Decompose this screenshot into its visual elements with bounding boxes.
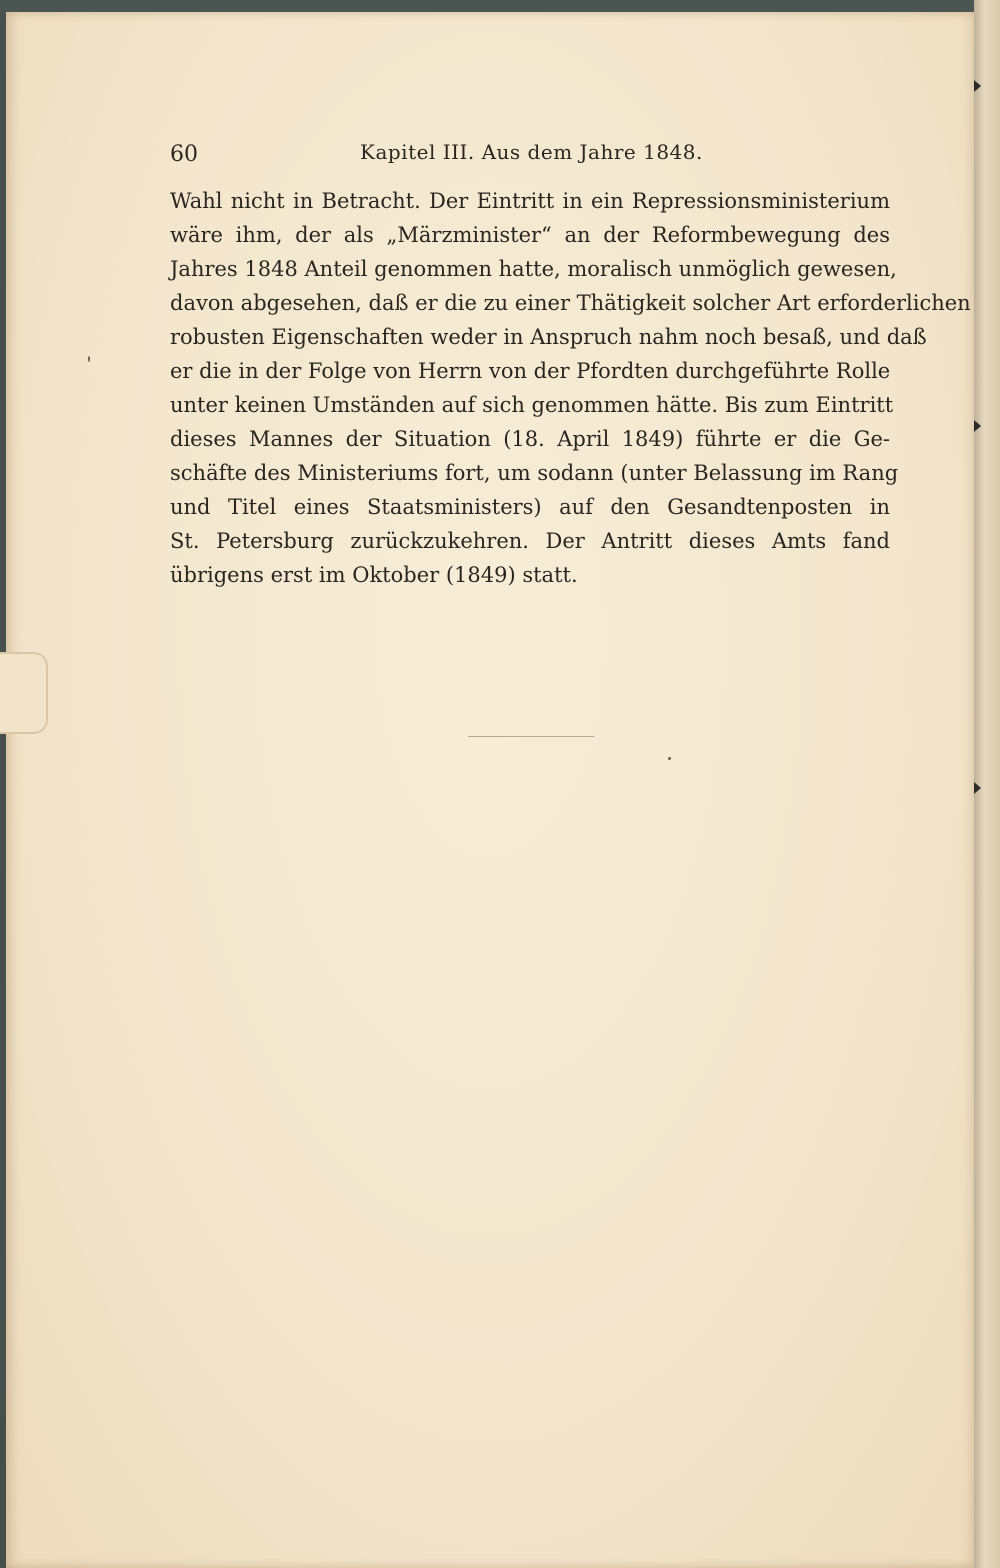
body-paragraph	[170, 184, 971, 592]
running-head: Kapitel III. Aus dem Jahre 1848.	[360, 140, 703, 164]
edge-mark	[974, 420, 981, 432]
text-line: dieses Mannes der Situation (18. April 1849) führte er die Ge-	[170, 427, 890, 451]
page-number: 60	[170, 142, 198, 167]
text-line: er die in der Folge von Herrn von der Pfordten durchgeführte Rolle	[170, 359, 891, 383]
paper-speck	[88, 356, 90, 362]
text-line: robusten Eigenschaften weder in Anspruch nahm noch besaß, und daß	[170, 325, 927, 349]
text-line: St. Petersburg zurückzukehren. Der Antritt dieses Amts fand	[170, 529, 890, 553]
text-line: und Titel eines Staatsministers) auf den Gesandtenposten in	[170, 495, 890, 519]
paper-speck	[668, 757, 671, 760]
text-line: Jahres 1848 Anteil genommen hatte, moralisch unmöglich gewesen,	[170, 257, 897, 281]
page-tab	[0, 652, 48, 734]
page-header	[170, 138, 890, 172]
edge-mark	[974, 782, 981, 794]
text-line: wäre ihm, der als „Märzminister“ an der Reformbewegung des	[170, 223, 890, 247]
text-line: Wahl nicht in Betracht. Der Eintritt in ein Repressionsministerium	[170, 189, 890, 213]
text-line: unter keinen Umständen auf sich genommen hätte. Bis zum Eintritt	[170, 393, 894, 417]
section-divider	[468, 736, 594, 737]
book-edge	[974, 0, 1000, 1568]
text-line: übrigens erst im Oktober (1849) statt.	[170, 563, 578, 587]
text-line: davon abgesehen, daß er die zu einer Thätigkeit solcher Art erforderlichen	[170, 291, 971, 315]
text-line: schäfte des Ministeriums fort, um sodann (unter Belassung im Rang	[170, 461, 899, 485]
edge-mark	[974, 80, 981, 92]
